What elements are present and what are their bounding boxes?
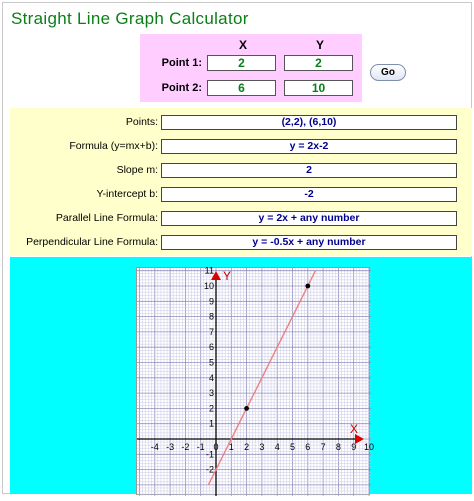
x-column-header: X <box>238 38 247 52</box>
point1-label: Point 1: <box>161 57 202 69</box>
x-tick-label: 3 <box>259 442 265 452</box>
point2-y-input[interactable]: 10 <box>284 80 353 96</box>
y-tick-label: 6 <box>208 342 214 353</box>
result-value-slope: 2 <box>161 163 457 178</box>
x-tick-label: 0 <box>213 442 219 452</box>
point1-x-input[interactable]: 2 <box>207 55 276 71</box>
graph-box <box>136 265 375 495</box>
x-tick-label: 5 <box>289 442 296 452</box>
result-label-parallel: Parallel Line Formula: <box>55 212 158 224</box>
y-tick-label: 3 <box>208 388 214 399</box>
x-tick-label: 7 <box>320 442 326 452</box>
y-column-header: Y <box>315 38 324 52</box>
point2-x-input[interactable]: 6 <box>207 80 276 96</box>
go-button[interactable]: Go <box>370 64 406 81</box>
x-tick-label: 1 <box>228 442 234 452</box>
y-tick-label: 2 <box>208 403 214 414</box>
graph-panel <box>10 257 472 494</box>
y-axis-label: Y <box>223 269 232 283</box>
x-tick-label: 9 <box>351 442 357 452</box>
y-tick-label: -1 <box>205 449 214 460</box>
page-title: Straight Line Graph Calculator <box>11 9 249 28</box>
result-value-parallel: y = 2x + any number <box>161 211 457 226</box>
x-axis-label: X <box>350 422 359 436</box>
x-tick-label: 2 <box>244 442 250 452</box>
x-tick-label: 8 <box>335 442 341 452</box>
y-tick-label: 7 <box>208 326 214 337</box>
results-panel <box>10 108 472 256</box>
points-input-panel <box>140 34 362 102</box>
y-tick-label: 1 <box>208 418 214 429</box>
result-label-intercept: Y-intercept b: <box>96 188 158 200</box>
result-value-intercept: -2 <box>161 187 457 202</box>
y-tick-label: 4 <box>208 372 214 383</box>
x-tick-label: -1 <box>196 442 205 452</box>
y-tick-label: 10 <box>203 281 214 291</box>
result-label-points: Points: <box>125 116 158 128</box>
y-tick-label: -2 <box>205 464 214 475</box>
y-tick-label: 8 <box>208 311 214 322</box>
y-tick-label: 5 <box>208 357 214 368</box>
x-tick-label: -3 <box>166 442 175 452</box>
result-label-formula: Formula (y=mx+b): <box>69 140 158 152</box>
x-tick-label: 10 <box>363 442 375 452</box>
x-tick-label: 4 <box>274 442 280 452</box>
result-label-slope: Slope m: <box>116 164 158 176</box>
result-value-formula: y = 2x-2 <box>161 139 457 154</box>
data-point <box>305 284 310 289</box>
result-value-perpendicular: y = -0.5x + any number <box>161 235 457 250</box>
x-tick-label: 6 <box>305 442 311 452</box>
result-value-points: (2,2), (6,10) <box>161 115 457 130</box>
point2-label: Point 2: <box>161 82 202 94</box>
y-tick-label: 9 <box>208 296 214 307</box>
y-tick-label: 11 <box>204 265 214 276</box>
result-label-perpendicular: Perpendicular Line Formula: <box>26 236 158 248</box>
line-graph <box>137 265 375 496</box>
point1-y-input[interactable]: 2 <box>284 55 353 71</box>
x-tick-label: -4 <box>150 442 159 452</box>
x-tick-label: -2 <box>181 442 190 452</box>
data-point <box>244 406 249 411</box>
